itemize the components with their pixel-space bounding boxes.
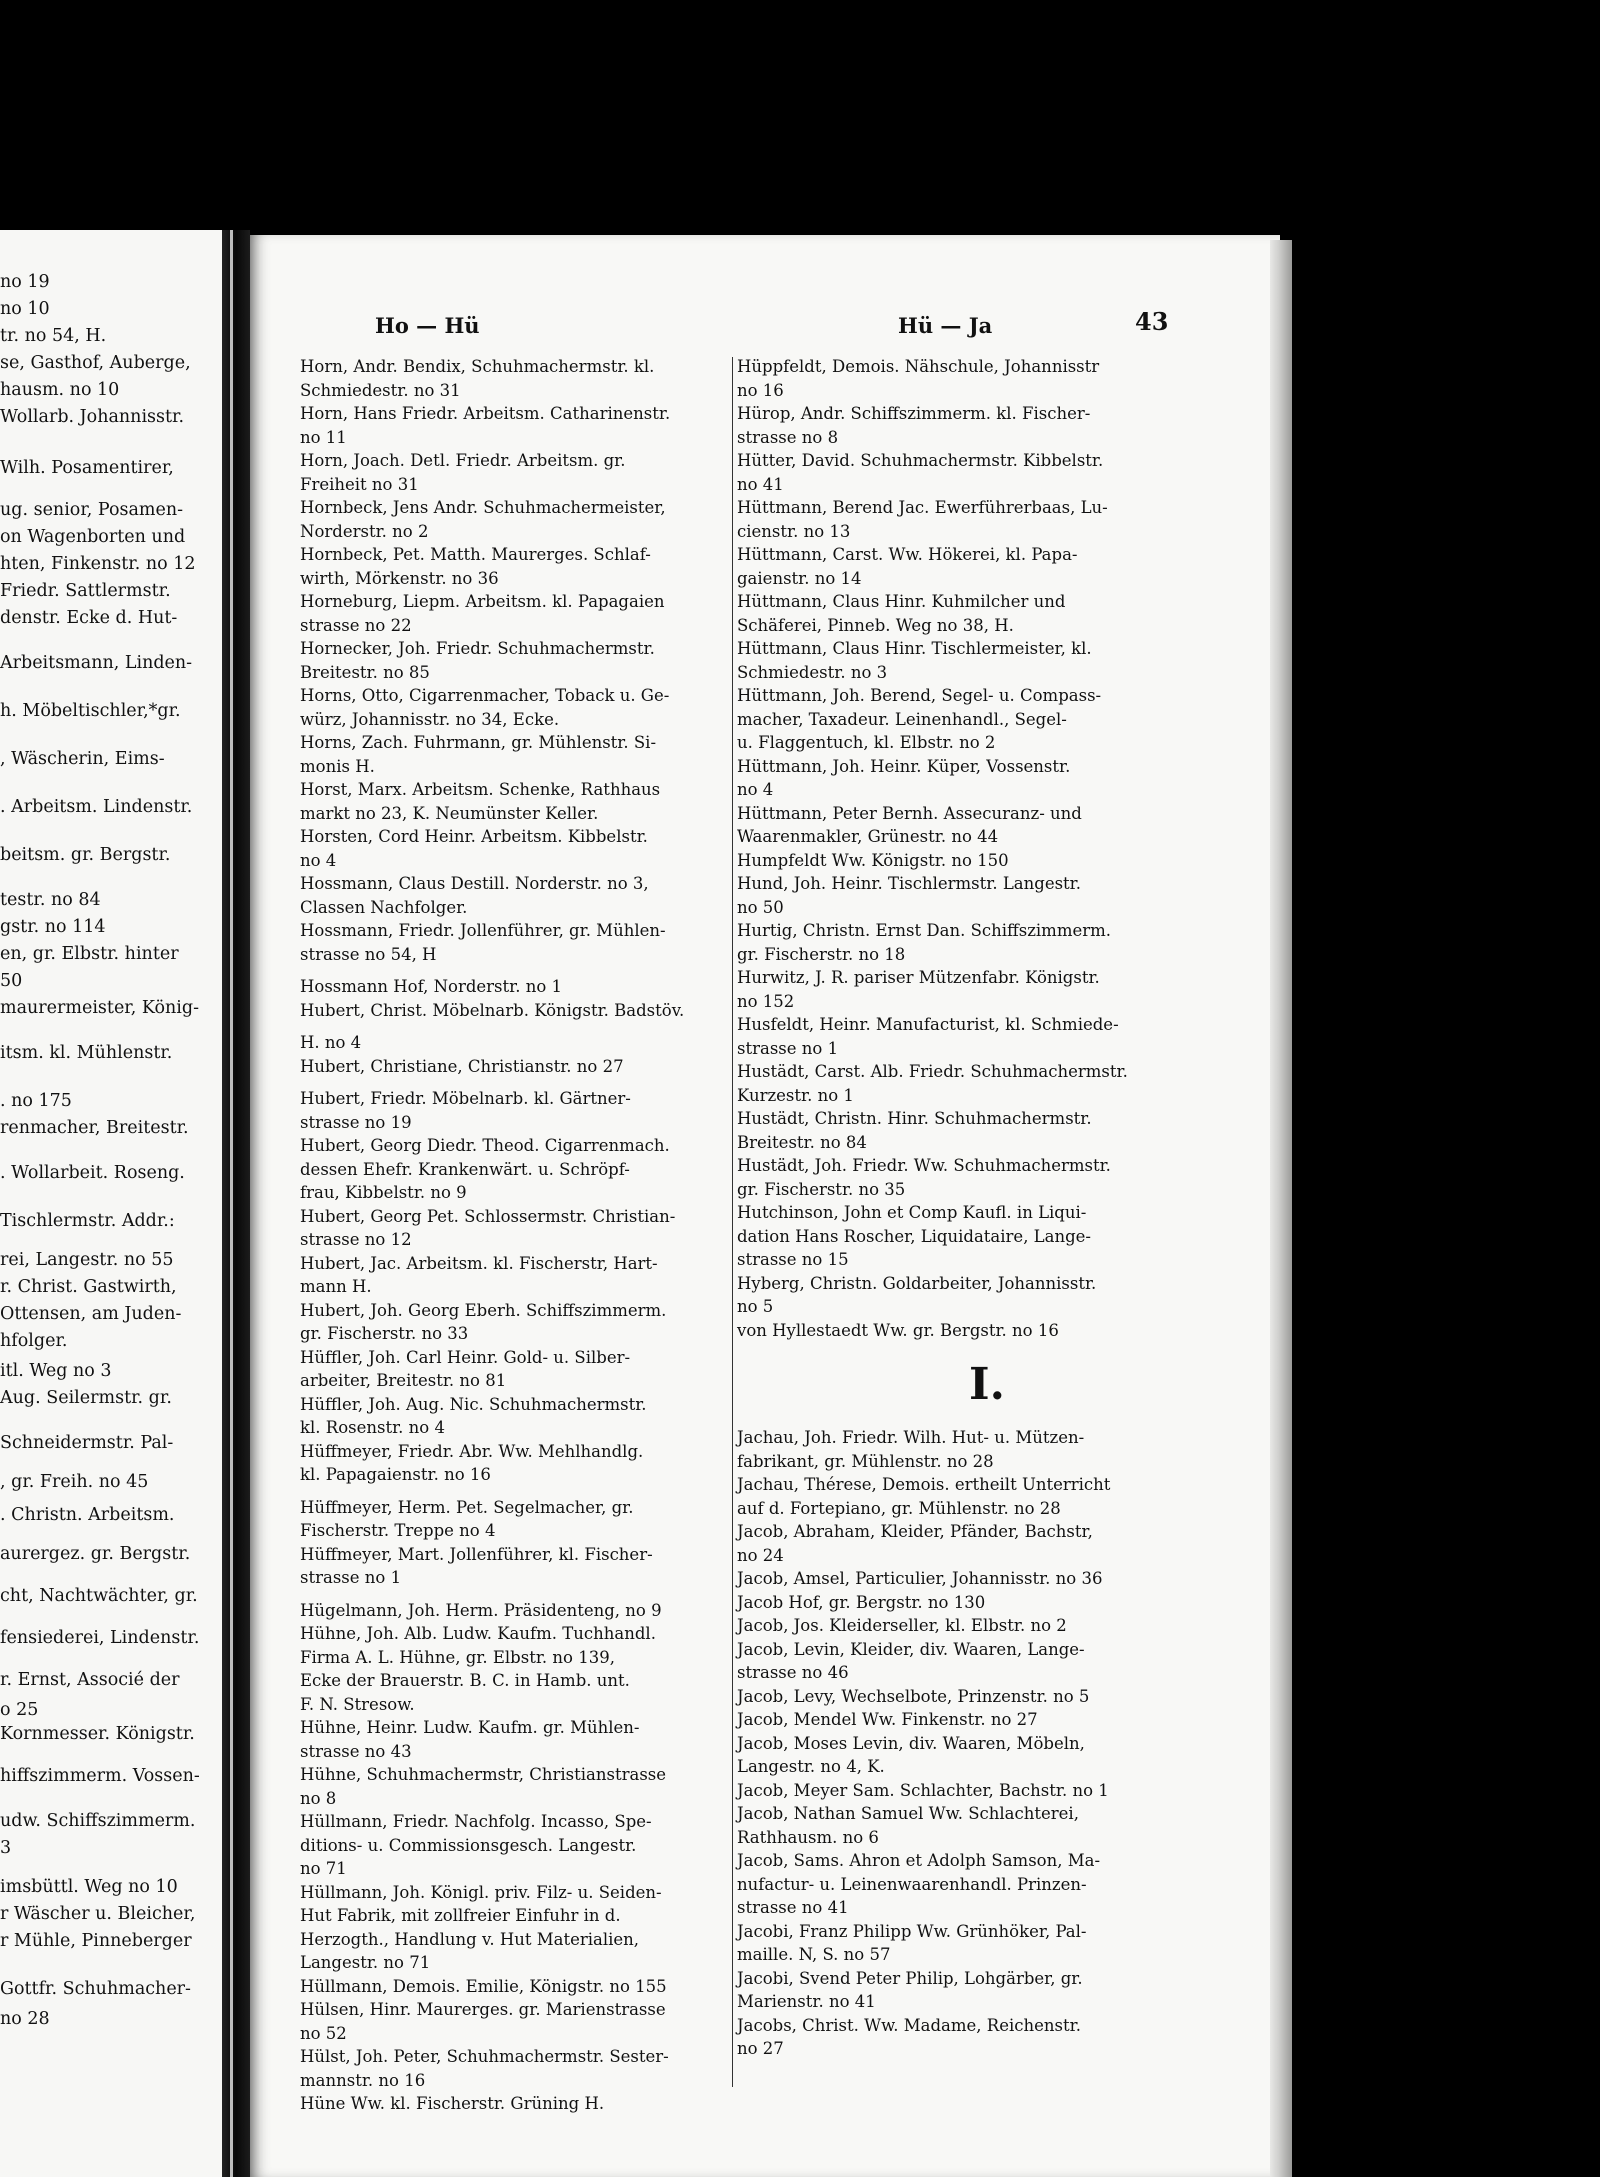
directory-line: Jacobs, Christ. Ww. Madame, Reichenstr. — [737, 2015, 1081, 2035]
directory-line: strasse no 12 — [300, 1230, 412, 1249]
directory-line: strasse no 8 — [737, 427, 839, 447]
directory-line: Jachau, Joh. Friedr. Wilh. Hut- u. Mützen- — [737, 1428, 1085, 1447]
directory-line: Hüne Ww. kl. Fischerstr. Grüning H. — [300, 2094, 605, 2113]
directory-line: Hornecker, Joh. Friedr. Schuhmachermstr. — [300, 639, 655, 658]
directory-line: Hüffmeyer, Friedr. Abr. Ww. Mehlhandlg. — [300, 1441, 644, 1461]
left-page-line: hausm. no 10 — [0, 379, 120, 400]
directory-line: Husfeldt, Heinr. Manufacturist, kl. Schmiede- — [737, 1015, 1119, 1034]
directory-line: Hüttmann, Carst. Ww. Hökerei, kl. Papa- — [737, 545, 1078, 564]
page-number: 43 — [1135, 307, 1169, 336]
directory-line: Hossmann, Friedr. Jollenführer, gr. Mühlen- — [300, 921, 666, 940]
left-page-line: r Wäscher u. Bleicher, — [0, 1903, 196, 1924]
left-page-line: imsbüttl. Weg no 10 — [0, 1876, 178, 1897]
directory-line: Hüllmann, Demois. Emilie, Königstr. no 155 — [300, 1976, 667, 1996]
left-page-line: 50 — [0, 970, 23, 991]
directory-line: Jacob, Nathan Samuel Ww. Schlachterei, — [737, 1804, 1079, 1823]
directory-line: Waarenmakler, Grünestr. no 44 — [737, 827, 999, 846]
directory-line: Horneburg, Liepm. Arbeitsm. kl. Papagaien — [300, 592, 665, 611]
directory-line: Hüffler, Joh. Aug. Nic. Schuhmachermstr. — [300, 1394, 647, 1414]
directory-line: Ecke der Brauerstr. B. C. in Hamb. unt. — [300, 1671, 630, 1690]
column-rule — [732, 357, 733, 2087]
directory-line: Hüffmeyer, Mart. Jollenführer, kl. Fischer- — [300, 1544, 653, 1564]
left-page-line: no 19 — [0, 271, 50, 292]
directory-line: strasse no 46 — [737, 1663, 849, 1682]
directory-line: Freiheit no 31 — [300, 474, 419, 494]
left-page-line: itl. Weg no 3 — [0, 1360, 112, 1381]
directory-line: no 24 — [737, 1545, 784, 1565]
entries-j — [737, 1426, 1237, 2061]
directory-line: Jacob, Levy, Wechselbote, Prinzenstr. no 5 — [737, 1686, 1090, 1706]
left-page-line: . Arbeitsm. Lindenstr. — [0, 796, 193, 817]
directory-line: dessen Ehefr. Krankenwärt. u. Schröpf- — [300, 1159, 630, 1179]
directory-line: Hustädt, Carst. Alb. Friedr. Schuhmachermstr. — [737, 1062, 1128, 1081]
directory-line: Hülsen, Hinr. Maurerges. gr. Marienstrasse — [300, 2000, 666, 2019]
directory-line: no 4 — [737, 780, 774, 799]
directory-line: frau, Kibbelstr. no 9 — [300, 1183, 467, 1202]
directory-line: Jacob, Moses Levin, div. Waaren, Möbeln, — [737, 1733, 1085, 1753]
directory-line: Hurtig, Christn. Ernst Dan. Schiffszimmerm. — [737, 921, 1112, 940]
left-page-line: se, Gasthof, Auberge, — [0, 352, 191, 373]
directory-line: Jacob, Sams. Ahron et Adolph Samson, Ma- — [737, 1851, 1101, 1870]
directory-line: Horns, Zach. Fuhrmann, gr. Mühlenstr. Si- — [300, 733, 657, 752]
left-page-line: denstr. Ecke d. Hut- — [0, 607, 178, 628]
left-page-fragment — [0, 230, 222, 2177]
directory-line: Horst, Marx. Arbeitsm. Schenke, Rathhaus — [300, 780, 661, 799]
header-right: Hü — Ja — [898, 313, 993, 338]
directory-line: Hüttmann, Berend Jac. Ewerführerbaas, Lu- — [737, 498, 1108, 517]
left-page-line: Schneidermstr. Pal- — [0, 1432, 174, 1453]
left-page-line: renmacher, Breitestr. — [0, 1117, 189, 1138]
directory-line: Hüttmann, Joh. Berend, Segel- u. Compass- — [737, 686, 1102, 705]
directory-line: Hüffler, Joh. Carl Heinr. Gold- u. Silber- — [300, 1347, 631, 1367]
directory-line: gaienstr. no 14 — [737, 568, 862, 588]
directory-line: Hüllmann, Joh. Königl. priv. Filz- u. Seiden- — [300, 1882, 662, 1902]
directory-line: F. N. Stresow. — [300, 1694, 415, 1714]
directory-line: Hubert, Georg Diedr. Theod. Cigarrenmach. — [300, 1136, 670, 1155]
directory-line: nufactur- u. Leinenwaarenhandl. Prinzen- — [737, 1874, 1087, 1894]
section-letter: I. — [969, 1359, 1005, 1410]
directory-line: Hurwitz, J. R. pariser Mützenfabr. Königstr. — [737, 968, 1100, 987]
left-page-line: hiffszimmerm. Vossen- — [0, 1765, 200, 1786]
directory-line: no 11 — [300, 427, 347, 447]
directory-line: markt no 23, K. Neumünster Keller. — [300, 803, 599, 823]
directory-line: dation Hans Roscher, Liquidataire, Lange- — [737, 1226, 1092, 1246]
directory-line: kl. Rosenstr. no 4 — [300, 1418, 445, 1437]
left-page-line: rei, Langestr. no 55 — [0, 1249, 174, 1270]
directory-line: Breitestr. no 84 — [737, 1132, 867, 1152]
directory-line: würz, Johannisstr. no 34, Ecke. — [300, 709, 560, 729]
directory-line: Jacob, Meyer Sam. Schlachter, Bachstr. no 1 — [737, 1780, 1109, 1800]
directory-line: Hornbeck, Pet. Matth. Maurerges. Schlaf- — [300, 545, 651, 564]
directory-line: Hubert, Joh. Georg Eberh. Schiffszimmerm. — [300, 1300, 667, 1320]
directory-line: no 16 — [737, 380, 784, 400]
left-page-line: no 28 — [0, 2008, 50, 2029]
directory-line: H. no 4 — [300, 1033, 362, 1052]
directory-line: no 71 — [300, 1859, 347, 1878]
directory-line: Hubert, Friedr. Möbelnarb. kl. Gärtner- — [300, 1089, 631, 1108]
directory-line: von Hyllestaedt Ww. gr. Bergstr. no 16 — [737, 1320, 1059, 1340]
directory-line: Hustädt, Christn. Hinr. Schuhmachermstr. — [737, 1109, 1092, 1128]
left-page-line: . no 175 — [0, 1090, 72, 1111]
directory-line: Hubert, Christ. Möbelnarb. Königstr. Badstöv. — [300, 1000, 685, 1020]
left-page-line: beitsm. gr. Bergstr. — [0, 844, 171, 865]
directory-line: cienstr. no 13 — [737, 521, 851, 541]
directory-line: Langestr. no 4, K. — [737, 1757, 885, 1776]
entries-h — [737, 355, 1237, 1342]
left-page-line: maurermeister, König- — [0, 997, 199, 1018]
left-page-line: 3 — [0, 1837, 12, 1858]
directory-line: Jacobi, Svend Peter Philip, Lohgärber, gr. — [737, 1968, 1083, 1988]
left-page-line: Ottensen, am Juden- — [0, 1303, 182, 1324]
directory-line: strasse no 22 — [300, 615, 412, 635]
directory-line: Rathhausm. no 6 — [737, 1827, 879, 1847]
directory-line: Hyberg, Christn. Goldarbeiter, Johannisstr. — [737, 1273, 1097, 1293]
directory-line: Hügelmann, Joh. Herm. Präsidenteng, no 9 — [300, 1600, 662, 1620]
left-page-line: gstr. no 114 — [0, 916, 106, 937]
directory-line: auf d. Fortepiano, gr. Mühlenstr. no 28 — [737, 1498, 1061, 1518]
left-page-line: . Christn. Arbeitsm. — [0, 1504, 175, 1525]
directory-line: strasse no 1 — [300, 1568, 402, 1587]
left-page-line: on Wagenborten und — [0, 526, 186, 547]
directory-line: Marienstr. no 41 — [737, 1992, 876, 2011]
right-page — [250, 235, 1280, 2177]
directory-line: Breitestr. no 85 — [300, 662, 430, 682]
directory-line: Hütter, David. Schuhmachermstr. Kibbelstr. — [737, 451, 1104, 470]
page-edge — [1270, 240, 1292, 2177]
gutter-strip — [230, 230, 233, 2177]
directory-line: Hossmann Hof, Norderstr. no 1 — [300, 977, 563, 996]
directory-line: Hubert, Jac. Arbeitsm. kl. Fischerstr, Hart- — [300, 1253, 658, 1273]
directory-line: Hubert, Georg Pet. Schlossermstr. Christian- — [300, 1206, 676, 1226]
directory-line: Jacob, Mendel Ww. Finkenstr. no 27 — [737, 1710, 1038, 1729]
directory-line: Langestr. no 71 — [300, 1953, 431, 1972]
directory-line: Herzogth., Handlung v. Hut Materialien, — [300, 1929, 640, 1949]
directory-line: Hühne, Joh. Alb. Ludw. Kaufm. Tuchhandl. — [300, 1624, 656, 1643]
left-page-line: Tischlermstr. Addr.: — [0, 1210, 175, 1231]
directory-line: Kurzestr. no 1 — [737, 1085, 854, 1105]
directory-line: Hülst, Joh. Peter, Schuhmachermstr. Sester- — [300, 2047, 669, 2066]
directory-line: Hüttmann, Peter Bernh. Assecuranz- und — [737, 803, 1082, 823]
left-page-line: h. Möbeltischler,*gr. — [0, 700, 181, 721]
left-page-line: en, gr. Elbstr. hinter — [0, 943, 179, 964]
directory-line: kl. Papagaienstr. no 16 — [300, 1465, 491, 1484]
left-page-line: Arbeitsmann, Linden- — [0, 652, 193, 673]
directory-line: Hüppfeldt, Demois. Nähschule, Johannisstr — [737, 357, 1100, 376]
left-page-line: . Wollarbeit. Roseng. — [0, 1162, 185, 1183]
left-page-line: Aug. Seilermstr. gr. — [0, 1387, 172, 1408]
directory-line: Jacob, Abraham, Kleider, Pfänder, Bachstr, — [737, 1522, 1093, 1541]
directory-line: Jacob, Amsel, Particulier, Johannisstr. no 36 — [737, 1569, 1103, 1588]
directory-line: Horsten, Cord Heinr. Arbeitsm. Kibbelstr. — [300, 827, 648, 846]
directory-line: Horns, Otto, Cigarrenmacher, Toback u. Ge- — [300, 686, 670, 705]
directory-line: Hüffmeyer, Herm. Pet. Segelmacher, gr. — [300, 1497, 634, 1517]
directory-line: strasse no 43 — [300, 1741, 412, 1761]
directory-line: wirth, Mörkenstr. no 36 — [300, 568, 499, 588]
directory-line: Jachau, Thérese, Demois. ertheilt Unterricht — [737, 1475, 1111, 1494]
directory-line: ditions- u. Commissionsgesch. Langestr. — [300, 1835, 637, 1855]
directory-line: Hüttmann, Joh. Heinr. Küper, Vossenstr. — [737, 756, 1071, 776]
left-page-line: cht, Nachtwächter, gr. — [0, 1585, 198, 1606]
directory-line: gr. Fischerstr. no 35 — [737, 1179, 906, 1199]
directory-line: strasse no 41 — [737, 1898, 849, 1917]
directory-line: strasse no 19 — [300, 1112, 412, 1132]
directory-line: strasse no 54, H — [300, 944, 437, 964]
directory-line: Hutchinson, John et Comp Kaufl. in Liqui- — [737, 1203, 1087, 1222]
directory-line: no 50 — [737, 897, 784, 917]
left-page-line: aurergez. gr. Bergstr. — [0, 1543, 191, 1564]
directory-line: Hornbeck, Jens Andr. Schuhmachermeister, — [300, 498, 666, 517]
directory-line: Hüllmann, Friedr. Nachfolg. Incasso, Spe- — [300, 1812, 652, 1831]
left-page-line: Gottfr. Schuhmacher- — [0, 1978, 191, 1999]
directory-line: Horn, Joach. Detl. Friedr. Arbeitsm. gr. — [300, 451, 626, 470]
directory-line: mannstr. no 16 — [300, 2070, 426, 2090]
directory-column-right — [737, 355, 1237, 2061]
directory-line: macher, Taxadeur. Leinenhandl., Segel- — [737, 709, 1067, 729]
directory-line: Hut Fabrik, mit zollfreier Einfuhr in d. — [300, 1906, 621, 1925]
directory-line: no 152 — [737, 991, 795, 1011]
directory-line: Jacob, Levin, Kleider, div. Waaren, Lange- — [737, 1639, 1085, 1659]
directory-line: Jacob Hof, gr. Bergstr. no 130 — [737, 1592, 986, 1612]
directory-line: no 41 — [737, 474, 784, 494]
left-page-line: r Mühle, Pinneberger — [0, 1930, 192, 1951]
directory-line: Jacob, Jos. Kleiderseller, kl. Elbstr. no 2 — [737, 1616, 1067, 1635]
directory-line: no 8 — [300, 1788, 337, 1808]
directory-line: strasse no 1 — [737, 1038, 839, 1058]
left-page-line: r. Ernst, Associé der — [0, 1669, 180, 1690]
directory-line: Hund, Joh. Heinr. Tischlermstr. Langestr. — [737, 874, 1082, 893]
left-page-line: o 25 — [0, 1699, 39, 1720]
directory-line: gr. Fischerstr. no 33 — [300, 1324, 469, 1343]
directory-line: u. Flaggentuch, kl. Elbstr. no 2 — [737, 733, 996, 752]
directory-line: monis H. — [300, 756, 375, 776]
left-page-line: hfolger. — [0, 1330, 68, 1351]
directory-line: Hossmann, Claus Destill. Norderstr. no 3, — [300, 874, 649, 893]
left-page-line: Wilh. Posamentirer, — [0, 457, 174, 478]
directory-line: Humpfeldt Ww. Königstr. no 150 — [737, 850, 1009, 870]
left-page-line: testr. no 84 — [0, 889, 101, 910]
left-page-line: itsm. kl. Mühlenstr. — [0, 1042, 173, 1063]
directory-line: Schäferei, Pinneb. Weg no 38, H. — [737, 615, 1014, 635]
directory-line: gr. Fischerstr. no 18 — [737, 944, 906, 964]
directory-line: maille. N, S. no 57 — [737, 1945, 891, 1964]
left-page-line: Wollarb. Johannisstr. — [0, 406, 185, 427]
directory-line: Hüttmann, Claus Hinr. Kuhmilcher und — [737, 592, 1066, 611]
directory-line: arbeiter, Breitestr. no 81 — [300, 1371, 507, 1390]
directory-line: Schmiedestr. no 3 — [737, 662, 888, 682]
directory-line: Hubert, Christiane, Christianstr. no 27 — [300, 1056, 624, 1076]
directory-line: mann H. — [300, 1277, 372, 1296]
directory-line: Hustädt, Joh. Friedr. Ww. Schuhmachermstr. — [737, 1156, 1111, 1175]
left-page-line: , gr. Freih. no 45 — [0, 1471, 149, 1492]
left-page-line: no 10 — [0, 298, 50, 319]
left-page-line: Kornmesser. Königstr. — [0, 1723, 195, 1744]
left-page-line: r. Christ. Gastwirth, — [0, 1276, 177, 1297]
directory-line: fabrikant, gr. Mühlenstr. no 28 — [737, 1451, 994, 1471]
header-left: Ho — Hü — [375, 313, 480, 338]
directory-line: no 27 — [737, 2039, 784, 2058]
left-page-line: udw. Schiffszimmerm. — [0, 1810, 196, 1831]
directory-line: Hühne, Heinr. Ludw. Kaufm. gr. Mühlen- — [300, 1718, 640, 1737]
left-page-line: , Wäscherin, Eims- — [0, 748, 165, 769]
directory-line: Hürop, Andr. Schiffszimmerm. kl. Fischer- — [737, 404, 1091, 423]
directory-line: Hüttmann, Claus Hinr. Tischlermeister, kl. — [737, 639, 1092, 658]
left-page-line: Friedr. Sattlermstr. — [0, 580, 171, 601]
directory-line: Horn, Andr. Bendix, Schuhmachermstr. kl. — [300, 357, 655, 376]
left-page-line: fensiederei, Lindenstr. — [0, 1627, 200, 1648]
left-page-line: ug. senior, Posamen- — [0, 499, 184, 520]
directory-line: Horn, Hans Friedr. Arbeitsm. Catharinenstr. — [300, 404, 671, 423]
directory-line: Jacobi, Franz Philipp Ww. Grünhöker, Pal- — [737, 1921, 1087, 1941]
directory-line: Hühne, Schuhmachermstr, Christianstrasse — [300, 1765, 667, 1784]
left-page-line: tr. no 54, H. — [0, 325, 107, 346]
directory-line: Firma A. L. Hühne, gr. Elbstr. no 139, — [300, 1647, 615, 1667]
directory-line: Classen Nachfolger. — [300, 897, 468, 917]
directory-line: Norderstr. no 2 — [300, 521, 429, 541]
directory-line: no 5 — [737, 1297, 774, 1316]
directory-line: no 52 — [300, 2023, 347, 2043]
directory-line: strasse no 15 — [737, 1250, 849, 1269]
directory-line: Fischerstr. Treppe no 4 — [300, 1521, 496, 1540]
directory-column-left — [300, 355, 726, 2116]
directory-line: Schmiedestr. no 31 — [300, 380, 461, 400]
book-gutter — [222, 230, 250, 2177]
directory-line: no 4 — [300, 850, 337, 870]
left-page-line: hten, Finkenstr. no 12 — [0, 553, 196, 574]
running-header — [250, 307, 1280, 349]
